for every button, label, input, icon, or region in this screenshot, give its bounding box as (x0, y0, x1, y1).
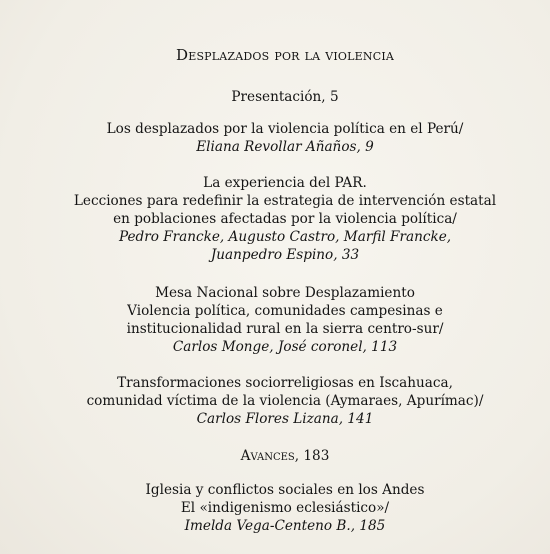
toc-entry (60, 174, 510, 264)
entry-author: Imelda Vega-Centeno B., 185 (184, 518, 386, 534)
toc-entry (60, 481, 510, 535)
entry-title-line: Lecciones para redefinir la estrategia de intervención estatal (73, 193, 497, 209)
section-heading (60, 46, 510, 64)
presentation-line: Presentación, 5 (231, 89, 339, 105)
entry-author: Carlos Monge, José coronel, 113 (172, 339, 398, 355)
entry-title-line: La experiencia del PAR. (203, 175, 367, 191)
entry-title-line: Iglesia y conflictos sociales en los Andes (145, 482, 425, 498)
entry-title-line: Transformaciones sociorreligiosas en Iscahuaca, (117, 375, 453, 391)
entry-author: Carlos Flores Lizana, 141 (196, 411, 374, 427)
entry-author: Juanpedro Espino, 33 (210, 247, 360, 263)
entry-title-line: comunidad víctima de la violencia (Aymaraes, Apurímac)/ (86, 393, 484, 409)
entry-title-line: Los desplazados por la violencia política en el Perú/ (106, 121, 464, 137)
entry-title-line: Mesa Nacional sobre Desplazamiento (155, 285, 415, 301)
entry-title-line: Violencia política, comunidades campesinas e (127, 303, 443, 319)
advances-title: Avances, 183 (240, 448, 330, 464)
entry-author: Eliana Revollar Añaños, 9 (196, 139, 374, 155)
entry-title-line: El «indigenismo eclesiástico»/ (180, 500, 390, 516)
toc-entry-presentation (60, 88, 510, 106)
toc-entry (60, 120, 510, 156)
entry-title-line: institucionalidad rural en la sierra centro-sur/ (126, 321, 444, 337)
entry-author: Pedro Francke, Augusto Castro, Marfil Francke, (118, 229, 452, 245)
toc-entry (60, 284, 510, 356)
toc-entry (60, 374, 510, 428)
toc-entry-advances (60, 447, 510, 465)
section-title: Desplazados por la violencia (175, 46, 395, 64)
entry-title-line: en poblaciones afectadas por la violencia política/ (113, 211, 457, 227)
